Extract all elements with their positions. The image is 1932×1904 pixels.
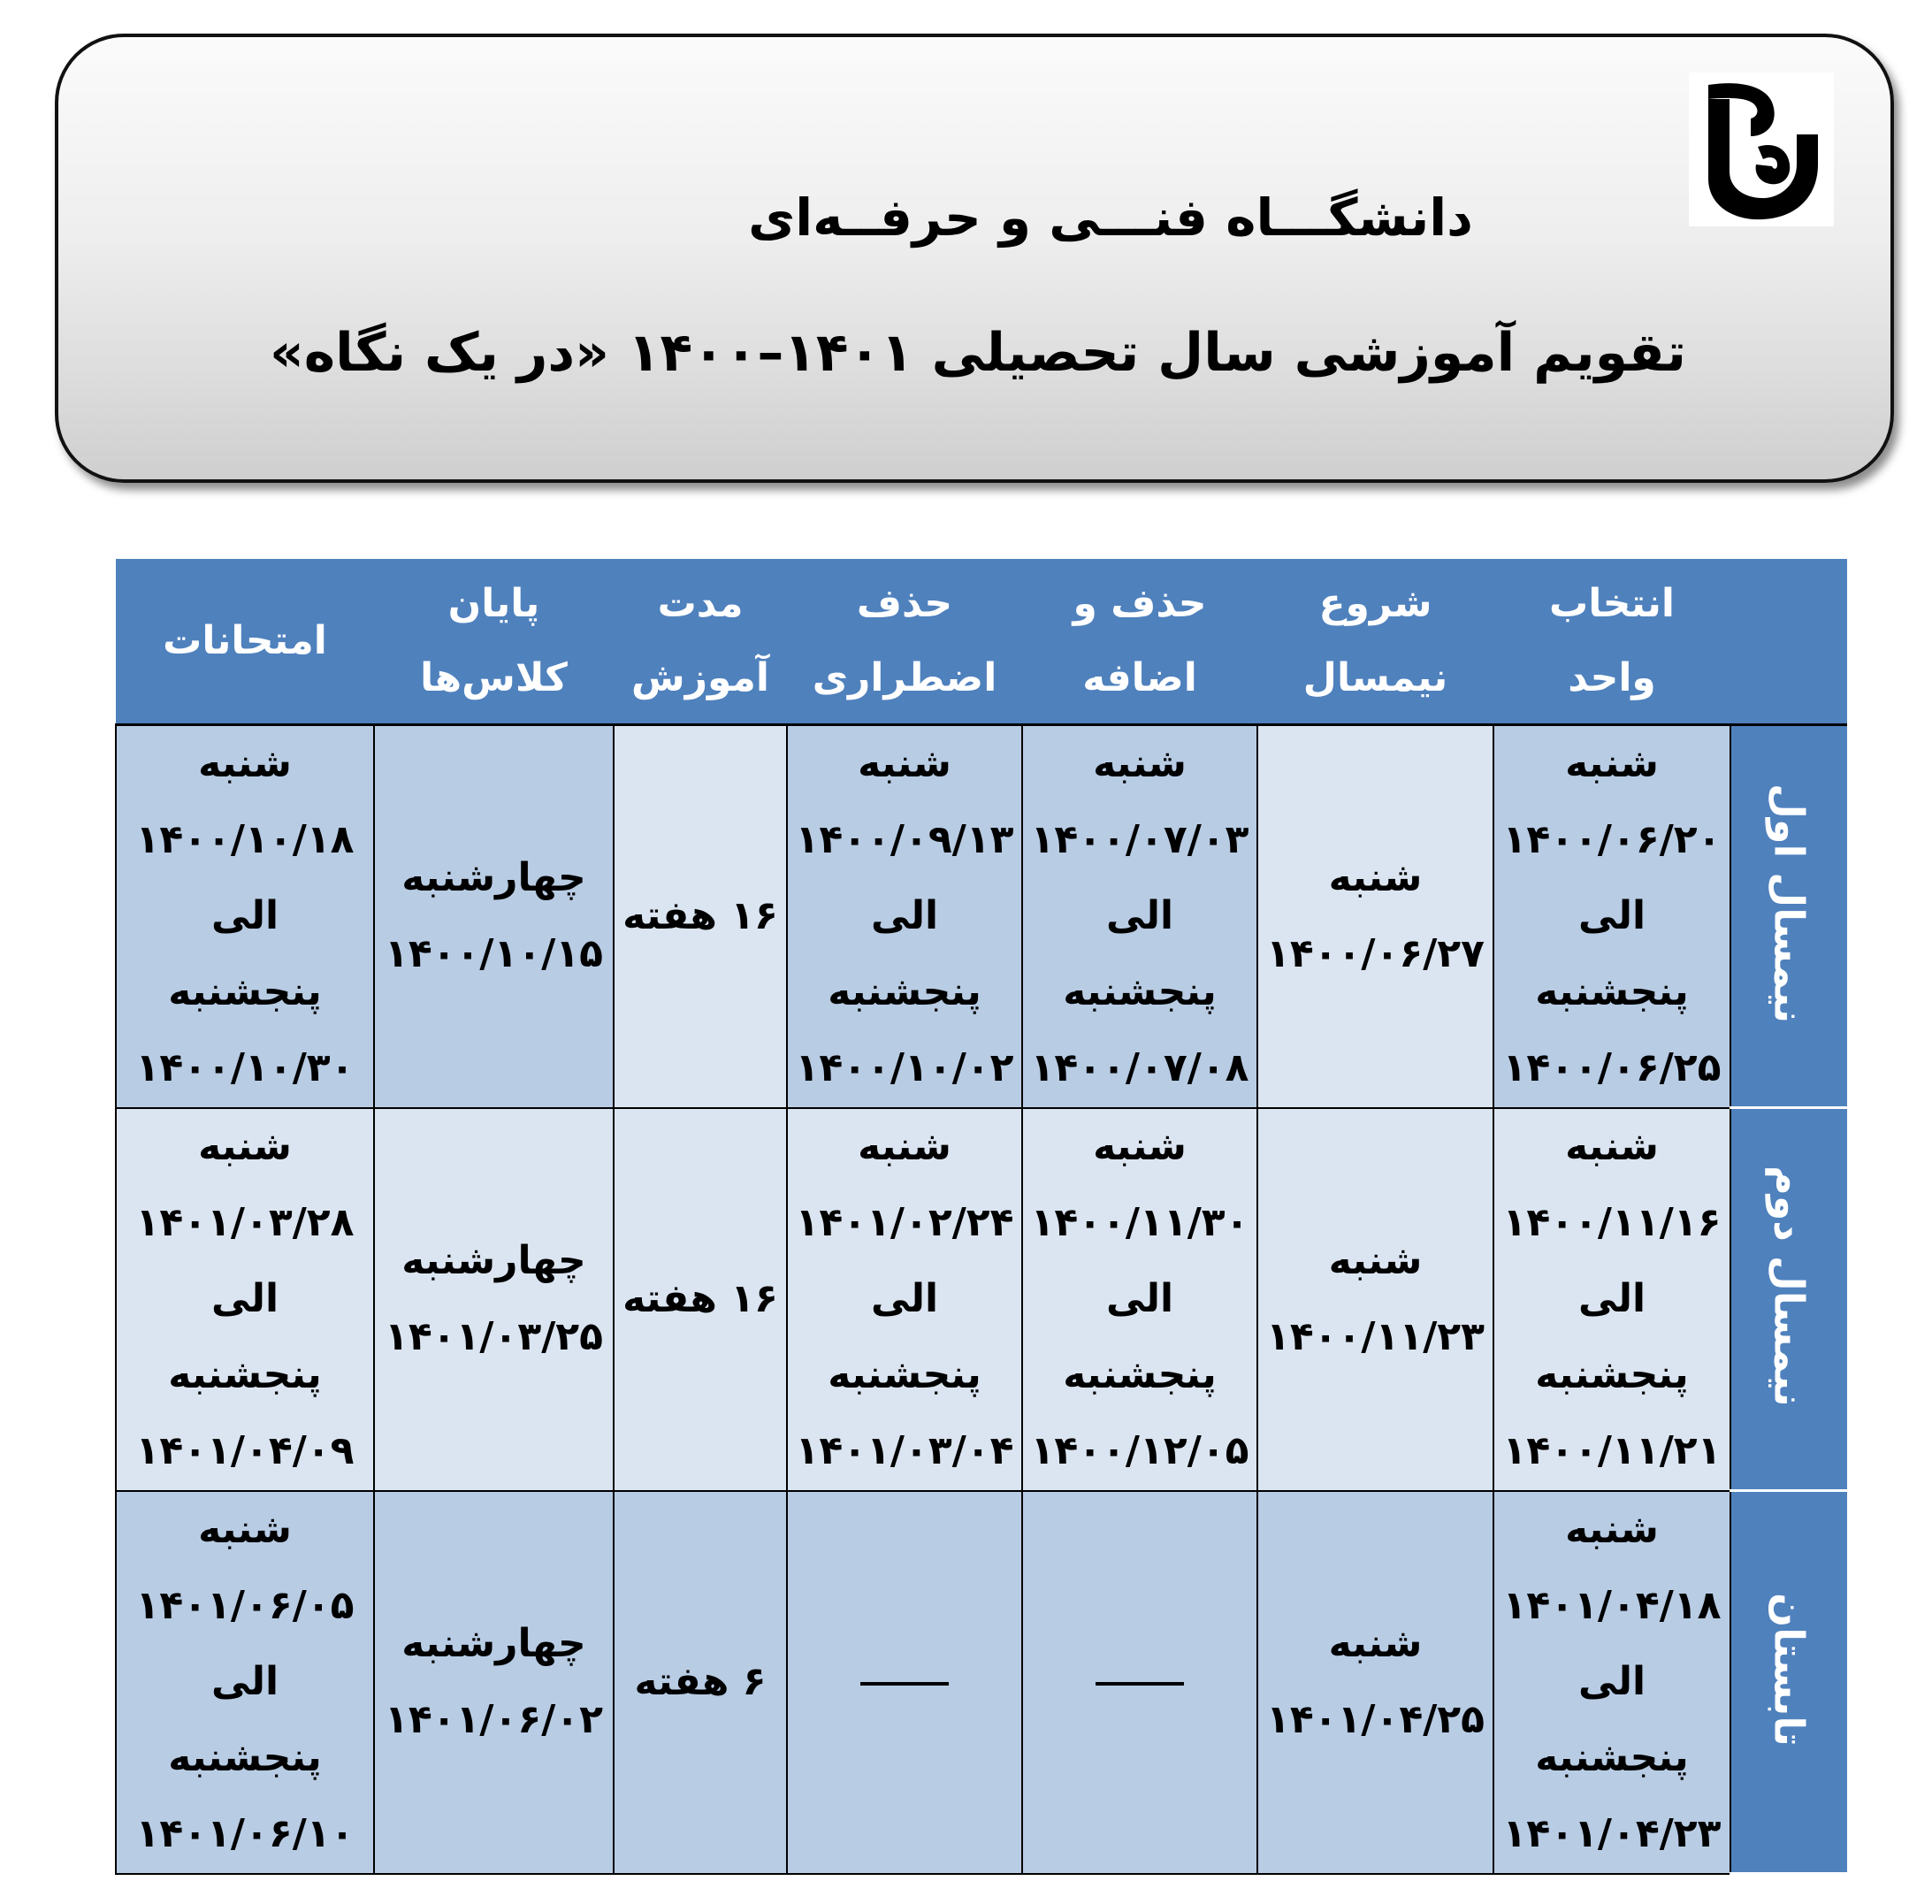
emergency-drop-cell: شنبه ۱۴۰۰/۰۹/۱۳ الی پنجشنبه ۱۴۰۰/۱۰/۰۲ xyxy=(787,725,1022,1108)
duration-cell: ۶ هفته xyxy=(614,1491,787,1874)
exams-cell: شنبه ۱۴۰۰/۱۰/۱۸ الی پنجشنبه ۱۴۰۰/۱۰/۳۰ xyxy=(116,725,374,1108)
academic-calendar-table xyxy=(115,559,1847,1875)
university-name: دانشگـــاه فنـــی و حرفــه‌ای xyxy=(748,187,1473,248)
table-row xyxy=(116,725,1847,1108)
selection-cell: شنبه ۱۴۰۰/۱۱/۱۶ الی پنجشنبه ۱۴۰۰/۱۱/۲۱ xyxy=(1493,1108,1730,1491)
start-cell: شنبه ۱۴۰۱/۰۴/۲۵ xyxy=(1257,1491,1493,1874)
classes-end-cell: چهارشنبه ۱۴۰۱/۰۶/۰۲ xyxy=(374,1491,614,1874)
classes-end-cell: چهارشنبه ۱۴۰۰/۱۰/۱۵ xyxy=(374,725,614,1108)
classes-end-cell: چهارشنبه ۱۴۰۱/۰۳/۲۵ xyxy=(374,1108,614,1491)
header-semester xyxy=(1730,559,1847,725)
duration-cell: ۱۶ هفته xyxy=(614,1108,787,1491)
semester-label: تابستان xyxy=(1730,1491,1847,1874)
emergency-drop-cell: شنبه ۱۴۰۱/۰۲/۲۴ الی پنجشنبه ۱۴۰۱/۰۳/۰۴ xyxy=(787,1108,1022,1491)
start-cell: شنبه ۱۴۰۰/۰۶/۲۷ xyxy=(1257,725,1493,1108)
header-cell: امتحانات xyxy=(116,559,374,725)
add-drop-cell: شنبه ۱۴۰۰/۱۱/۳۰ الی پنجشنبه ۱۴۰۰/۱۲/۰۵ xyxy=(1022,1108,1257,1491)
start-cell: شنبه ۱۴۰۰/۱۱/۲۳ xyxy=(1257,1108,1493,1491)
header-cell: حذف اضطراری xyxy=(787,559,1022,725)
exams-cell: شنبه ۱۴۰۱/۰۳/۲۸ الی پنجشنبه ۱۴۰۱/۰۴/۰۹ xyxy=(116,1108,374,1491)
selection-cell: شنبه ۱۴۰۱/۰۴/۱۸ الی پنجشنبه ۱۴۰۱/۰۴/۲۳ xyxy=(1493,1491,1730,1874)
add-drop-cell xyxy=(1022,1491,1257,1874)
header-cell: شروع نیمسال xyxy=(1257,559,1493,725)
empty-dash xyxy=(1096,1682,1184,1686)
header-banner xyxy=(55,34,1894,483)
calendar-title: تقویم آموزشی سال تحصیلی ۱۴۰۱–۱۴۰۰ «در یک نگاه» xyxy=(269,322,1687,384)
add-drop-cell: شنبه ۱۴۰۰/۰۷/۰۳ الی پنجشنبه ۱۴۰۰/۰۷/۰۸ xyxy=(1022,725,1257,1108)
header-cell: انتخاب واحد xyxy=(1493,559,1730,725)
table-row xyxy=(116,1108,1847,1491)
emergency-drop-cell xyxy=(787,1491,1022,1874)
duration-cell: ۱۶ هفته xyxy=(614,725,787,1108)
empty-dash xyxy=(860,1682,949,1686)
header-cell: مدت آموزش xyxy=(614,559,787,725)
exams-cell: شنبه ۱۴۰۱/۰۶/۰۵ الی پنجشنبه ۱۴۰۱/۰۶/۱۰ xyxy=(116,1491,374,1874)
semester-label: نیمسال اول xyxy=(1730,725,1847,1108)
semester-label: نیمسال دوم xyxy=(1730,1108,1847,1491)
header-cell: حذف و اضافه xyxy=(1022,559,1257,725)
selection-cell: شنبه ۱۴۰۰/۰۶/۲۰ الی پنجشنبه ۱۴۰۰/۰۶/۲۵ xyxy=(1493,725,1730,1108)
table-header-row xyxy=(116,559,1847,725)
header-cell: پایان کلاس‌ها xyxy=(374,559,614,725)
table-row xyxy=(116,1491,1847,1874)
